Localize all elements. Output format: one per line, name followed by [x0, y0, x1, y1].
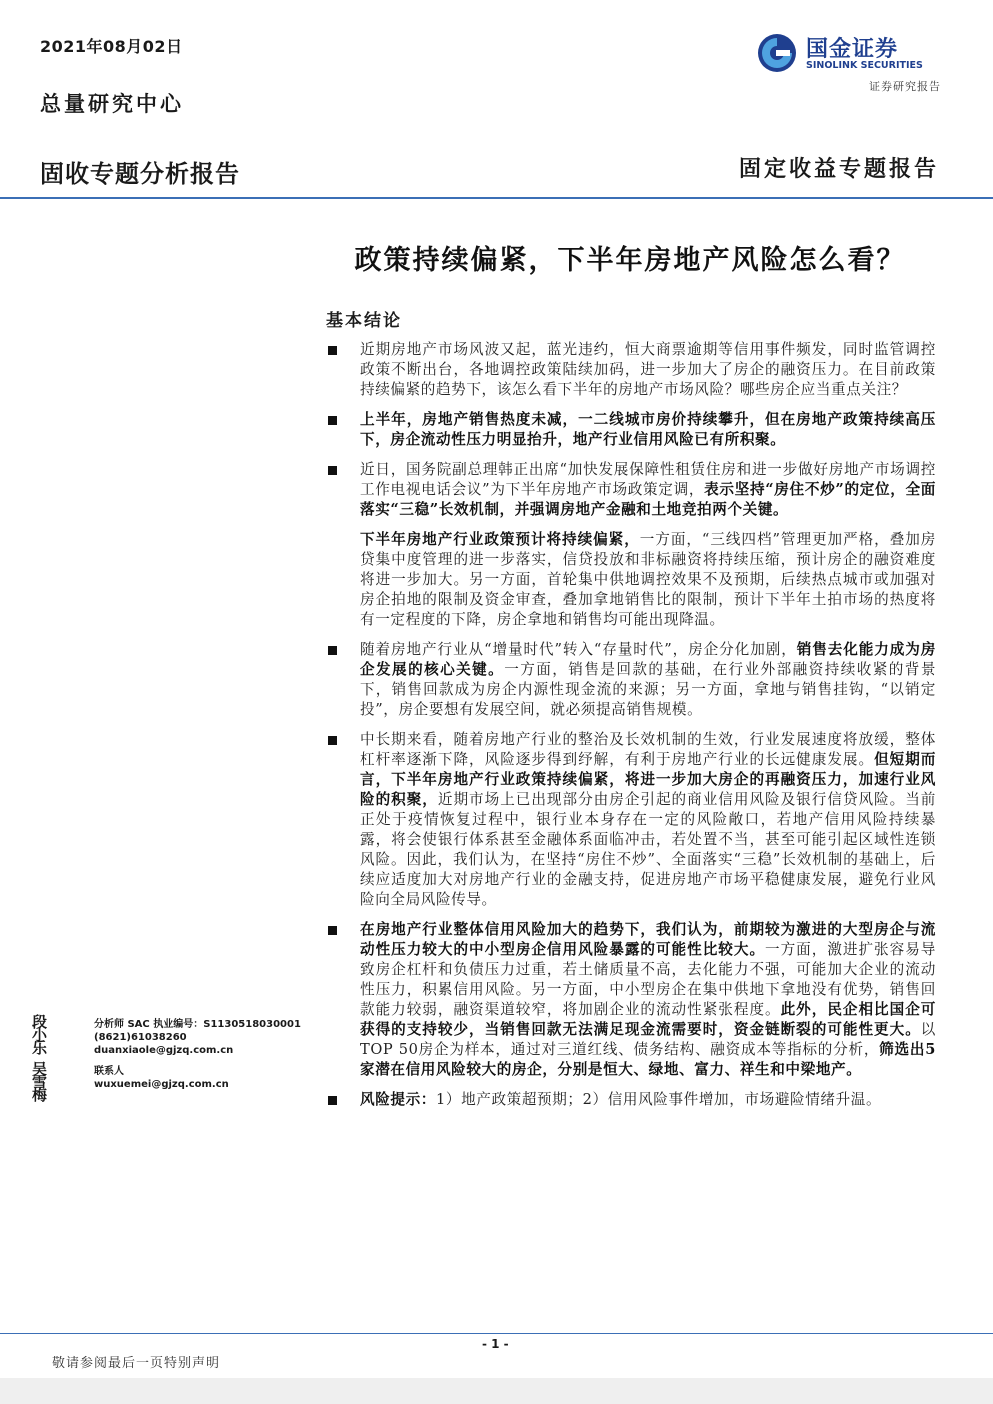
report-category: 固定收益专题报告 [738, 156, 939, 182]
bold-text: 下半年房地产行业政策预计将持续偏紧， [360, 531, 640, 548]
logo-name-en: SINOLINK SECURITIES [806, 60, 923, 71]
contact-name: 吴雪梅 [32, 1060, 50, 1104]
summary-paragraph [326, 920, 936, 1080]
bullet-square-icon [328, 1096, 337, 1105]
bullet-square-icon [328, 926, 337, 935]
bold-text: 但短期而言，下半年房地产行业政策持续偏紧，将进一步加大房企的再融资压力，加速行业风险的积聚， [360, 751, 936, 808]
contact-role: 联系人 [94, 1066, 124, 1077]
body-text: 一方面，激进扩张容易导致房企杠杆和负债压力过重，若土储质量不高，去化能力不强，可能加大企业的流动性压力，积累信用风险。另一方面，中小型房企在集中供地下拿地没有优势，销售回款能力较弱，融资渠道较窄，将加剧企业的流动性紧张程度。 [360, 941, 936, 1018]
bold-text: 销售去化能力成为房企发展的核心关键。 [360, 641, 936, 678]
bullet-square-icon [328, 346, 337, 355]
summary-paragraph [326, 460, 936, 520]
bullet-square-icon [328, 466, 337, 475]
analyst-phone: (8621)61038260 [94, 1032, 187, 1043]
analyst-name: 段小乐 [32, 1013, 50, 1057]
section-title: 基本结论 [326, 311, 402, 331]
logo-mark-icon [756, 32, 798, 74]
footer-divider [0, 1333, 993, 1334]
summary-paragraph [326, 640, 936, 720]
bold-text: 此外，民企相比国企可获得的支持较少，当销售回款无法满足现金流需要时，资金链断裂的可能性更大。 [360, 1001, 936, 1038]
page-number: - 1 - [482, 1337, 509, 1351]
bold-text: 表示坚持“房住不炒”的定位，全面落实“三稳”长效机制，并强调房地产金融和土地竞拍两个关键。 [360, 481, 936, 518]
header-divider [0, 197, 993, 199]
bullet-square-icon [328, 646, 337, 655]
company-logo [756, 30, 946, 78]
logo-subtitle: 证券研究报告 [869, 80, 941, 93]
body-text: 随着房地产行业从“增量时代”转入“存量时代”，房企分化加剧， [360, 641, 797, 658]
summary-paragraph [326, 410, 936, 450]
contact-email[interactable]: wuxuemei@gjzq.com.cn [94, 1079, 229, 1090]
bold-text: 在房地产行业整体信用风险加大的趋势下，我们认为，前期较为激进的大型房企与流动性压力较大的中小型房企信用风险暴露的可能性比较大。 [360, 921, 936, 958]
analyst-role: 分析师 SAC 执业编号：S1130518030001 [94, 1019, 301, 1030]
body-text: 近期房地产市场风波又起，蓝光违约，恒大商票逾期等信用事件频发，同时监管调控政策不断出台，各地调控政策陆续加码，进一步加大了房企的融资压力。在目前政策持续偏紧的趋势下，该怎么看下半年的房地产市场风险？哪些房企应当重点关注？ [360, 341, 936, 398]
bullet-square-icon [328, 416, 337, 425]
analyst-email[interactable]: duanxiaole@gjzq.com.cn [94, 1045, 234, 1056]
bold-text: 风险提示： [360, 1091, 436, 1108]
disclaimer-note: 敬请参阅最后一页特别声明 [52, 1356, 221, 1371]
research-center: 总量研究中心 [40, 91, 184, 116]
body-text: 1）地产政策超预期；2）信用风险事件增加，市场避险情绪升温。 [435, 1091, 882, 1108]
logo-name-cn: 国金证券 [806, 37, 899, 62]
body-text: 一方面，“三线四档”管理更加严格，叠加房贷集中度管理的进一步落实，信贷投放和非标融资将持续压缩，预计房企的融资难度将进一步加大。另一方面，首轮集中供地调控效果不及预期，后续热点城市或加强对房企拍地的限制及资金审查，叠加拿地销售比的限制，预计下半年土拍市场的热度将有一定程度的下降，房企拿地和销售均可能出现降温。 [360, 531, 936, 628]
summary-paragraph [326, 530, 936, 630]
bold-text: 上半年，房地产销售热度未减，一二线城市房价持续攀升，但在房地产政策持续高压下，房企流动性压力明显抬升，地产行业信用风险已有所积聚。 [360, 411, 936, 448]
body-text: 以TOP 50房企为样本，通过对三道红线、债务结构、融资成本等指标的分析， [360, 1021, 936, 1058]
body-text: 一方面，销售是回款的基础，在行业外部融资持续收紧的背景下，销售回款成为房企内源性现金流的来源；另一方面，拿地与销售挂钩，“以销定投”，房企要想有发展空间，就必须提高销售规模。 [360, 661, 937, 718]
bold-text: 筛选出5家潜在信用风险较大的房企，分别是恒大、绿地、富力、祥生和中梁地产。 [360, 1041, 936, 1078]
bullet-square-icon [328, 736, 337, 745]
bottom-band [0, 1378, 993, 1404]
report-title: 政策持续偏紧，下半年房地产风险怎么看？ [354, 245, 906, 276]
summary-content [326, 340, 936, 1120]
summary-paragraph [326, 730, 936, 910]
body-text: 近日，国务院副总理韩正出席“加快发展保障性租赁住房和进一步做好房地产市场调控工作电视电话会议”为下半年房地产市场政策定调， [360, 461, 936, 498]
body-text: 近期市场上已出现部分由房企引起的商业信用风险及银行信贷风险。当前正处于疫情恢复过程中，银行业本身存在一定的风险敞口，若地产信用风险持续暴露，将会使银行体系甚至金融体系面临冲击，若处置不当，甚至可能引起区域性连锁风险。因此，我们认为，在坚持“房住不炒”、全面落实“三稳”长效机制的基础上，后续应适度加大对房地产行业的金融支持，促进房地产市场平稳健康发展，避免行业风险向全局风险传导。 [360, 791, 936, 908]
summary-paragraph [326, 340, 936, 400]
summary-paragraph [326, 1090, 936, 1110]
report-date: 2021年08月02日 [40, 37, 183, 56]
report-type: 固收专题分析报告 [40, 160, 240, 188]
body-text: 中长期来看，随着房地产行业的整治及长效机制的生效，行业发展速度将放缓，整体杠杆率逐渐下降，风险逐步得到纾解，有利于房地产行业的长远健康发展。 [360, 731, 936, 768]
